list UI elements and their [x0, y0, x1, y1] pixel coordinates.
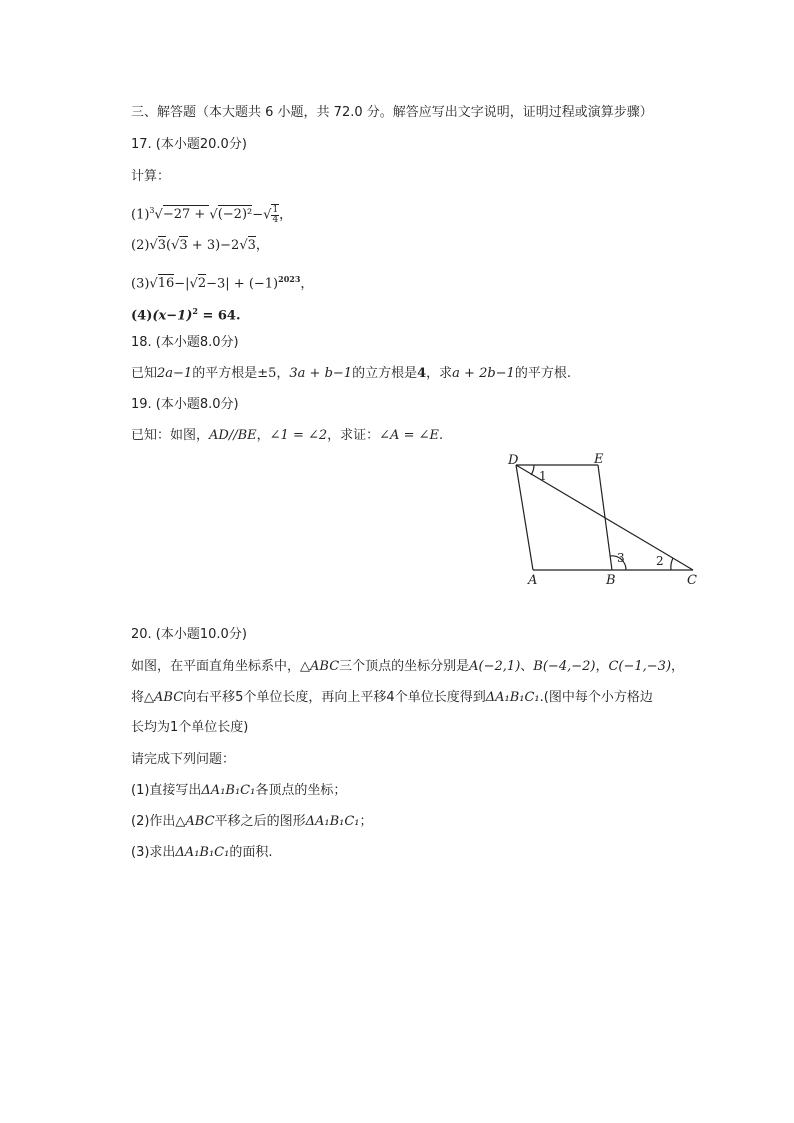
minus: − — [252, 207, 264, 223]
angle-arc-2 — [671, 558, 673, 570]
q17-intro: 计算： — [131, 169, 171, 184]
q17-item-2: (2)√3(√3 + 3)−2√3， — [131, 238, 269, 253]
q17-item-3: $(3)√16-|√2-3| + (-1)^{2023}$， — [131, 274, 314, 292]
q20-line-1: 如图，在平面直角坐标系中，△ABC三个顶点的坐标分别是A(−2,1)、B(−4,−2)，C(−1,−3)， — [131, 659, 685, 674]
label-angle-3: 3 — [617, 551, 625, 565]
expr: −27 + — [162, 207, 210, 223]
segment-DA — [516, 465, 533, 570]
punct: ， — [279, 207, 293, 223]
q17-item-1: $(1)^3√-27 + √(-2)^2-√$ $\frac{1}{4}$ ， — [131, 205, 293, 226]
q20-line-4: 请完成下列问题： — [131, 752, 236, 767]
q18-text: 已知2a−1的平方根是±5，3a + b−1的立方根是4，求a + 2b−1的平方根. — [131, 366, 571, 381]
q20-line-3: 长均为1个单位长度) — [131, 720, 249, 735]
q18-header: 18. (本小题8.0分) — [131, 335, 239, 350]
section-title: 三、解答题（本大题共 6 小题，共 72.0 分。解答应写出文字说明，证明过程或演算步骤） — [131, 105, 653, 120]
q19-figure — [500, 448, 710, 588]
item-tag: (1) — [131, 207, 150, 223]
label-E: E — [594, 452, 604, 467]
fraction: $\frac{1}{4}$ — [272, 205, 279, 226]
label-A: A — [528, 573, 538, 588]
q19-text: 已知：如图，AD//BE，∠1 = ∠2，求证：∠A = ∠E. — [131, 428, 444, 443]
q20-sub-1: (1)直接写出ΔA₁B₁C₁各顶点的坐标； — [131, 783, 347, 798]
q20-sub-3: (3)求出ΔA₁B₁C₁的面积. — [131, 845, 273, 860]
q17-item-4: $(4)(x-1)^2 = 64$. — [131, 306, 241, 324]
q17-header: 17. (本小题20.0分) — [131, 137, 247, 152]
q20-line-2: 将△ABC向右平移5个单位长度，再向上平移4个单位长度得到ΔA₁B₁C₁.(图中每个小方格边 — [131, 690, 653, 705]
label-angle-1: 1 — [539, 469, 547, 483]
expr: (−2)² — [217, 207, 253, 223]
q20-sub-2: (2)作出△ABC平移之后的图形ΔA₁B₁C₁； — [131, 814, 373, 829]
q19-header: 19. (本小题8.0分) — [131, 397, 239, 412]
root-index: 3 — [149, 206, 155, 215]
angle-arc-1 — [531, 465, 534, 475]
label-B: B — [606, 573, 616, 588]
q20-header: 20. (本小题10.0分) — [131, 627, 247, 642]
label-angle-2: 2 — [656, 554, 664, 568]
label-C: C — [687, 573, 697, 588]
label-D: D — [508, 453, 519, 468]
